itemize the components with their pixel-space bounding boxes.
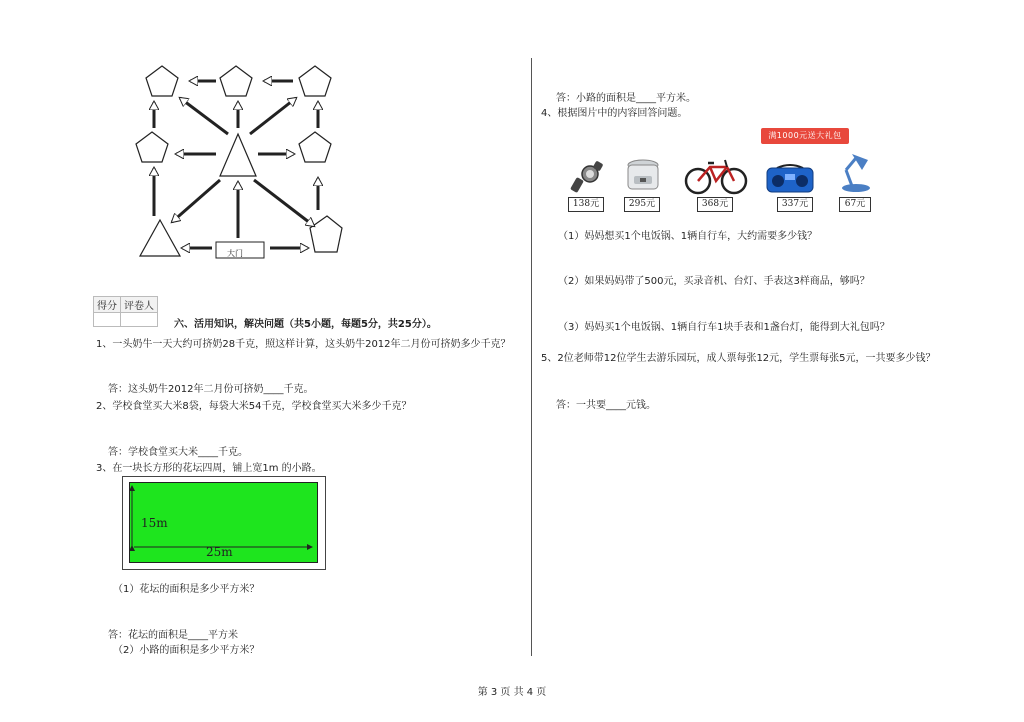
score-cell [94, 313, 121, 327]
question-4-3: （3）妈妈买1个电饭锅、1辆自行车1块手表和1盏台灯，能得到大礼包吗？ [558, 322, 890, 333]
question-1: 1、一头奶牛一天大约可挤奶28千克，照这样计算，这头奶牛2012年二月份可挤奶多少千克？ [96, 339, 511, 350]
grader-label: 评卷人 [121, 297, 158, 313]
question-4: 4、根据图片中的内容回答问题。 [541, 108, 688, 119]
triangle-shape [140, 220, 180, 256]
answer-1: 答：这头奶牛2012年二月份可挤奶____千克。 [108, 384, 314, 395]
width-label: 25m [206, 545, 233, 559]
grader-cell [121, 313, 158, 327]
answer-3-2: 答：小路的面积是____平方米。 [556, 93, 696, 104]
question-3: 3、在一块长方形的花坛四周，铺上宽1m 的小路。 [96, 463, 322, 474]
price-tag: 138元 [568, 197, 604, 212]
height-label: 15m [141, 516, 168, 530]
pentagon-shape [299, 66, 331, 96]
answer-5: 答：一共要____元钱。 [556, 400, 656, 411]
rice-cooker-icon [624, 158, 662, 194]
triangle-shape [220, 134, 256, 176]
pentagon-shape [299, 132, 331, 162]
promo-banner: 满1000元送大礼包 [761, 128, 849, 144]
watch-icon [570, 158, 606, 194]
price-tag: 67元 [839, 197, 871, 212]
page-footer: 第 3 页 共 4 页 [477, 687, 547, 698]
question-3-2: （2）小路的面积是多少平方米？ [113, 645, 260, 656]
score-label: 得分 [94, 297, 121, 313]
score-table [93, 296, 158, 327]
route-diagram [128, 58, 354, 268]
gate-label: 大门 [227, 249, 243, 258]
radio-icon [765, 162, 815, 194]
pentagon-shape [136, 132, 168, 162]
answer-2: 答：学校食堂买大米____千克。 [108, 447, 248, 458]
price-tag: 337元 [777, 197, 813, 212]
question-5: 5、2位老师带12位学生去游乐园玩，成人票每张12元，学生票每张5元，一共要多少钱？ [541, 353, 936, 364]
question-4-1: （1）妈妈想买1个电饭锅、1辆自行车，大约需要多少钱？ [558, 231, 818, 242]
question-2: 2、学校食堂买大米8袋，每袋大米54千克，学校食堂买大米多少千克？ [96, 401, 412, 412]
question-3-1: （1）花坛的面积是多少平方米？ [113, 584, 260, 595]
pentagon-shape [220, 66, 252, 96]
column-divider [531, 58, 532, 656]
bicycle-icon [683, 155, 749, 197]
pentagon-shape [146, 66, 178, 96]
desk-lamp-icon [838, 150, 876, 194]
pentagon-shape [310, 216, 342, 252]
section-title: 六、活用知识，解决问题（共5小题，每题5分，共25分）。 [174, 319, 437, 330]
question-4-2: （2）如果妈妈带了500元，买录音机、台灯、手表这3样商品，够吗？ [558, 276, 870, 287]
price-tag: 368元 [697, 197, 733, 212]
answer-3-1: 答：花坛的面积是____平方米 [108, 630, 238, 641]
price-tag: 295元 [624, 197, 660, 212]
